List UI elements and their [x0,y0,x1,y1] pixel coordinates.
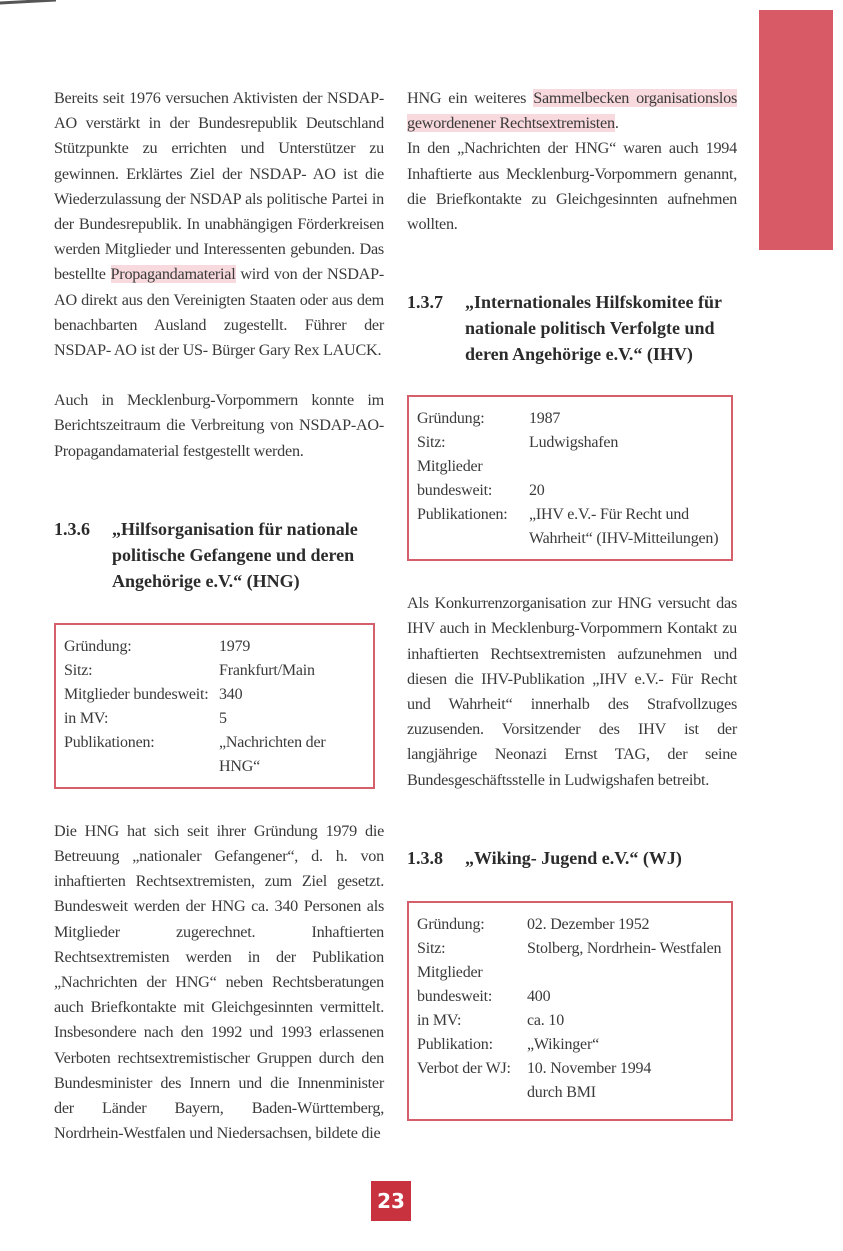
paragraph-hng-continued: HNG ein weiteres Sammelbecken organisationslos gewordenener Rechtsextremisten. In den „Nachrichten der HNG“ waren auch 1994 Inhaftierte aus Mecklenburg-Vorpommern genannt, die Briefkontakte zu Gleichgesinnten aufnehmen wollten. [407,89,738,234]
info-box-hng [54,623,375,789]
section-title: „Wiking- Jugend e.V.“ (WJ) [465,847,682,868]
section-number: 1.3.6 [54,518,90,539]
section-heading-1-3-7 [407,289,737,367]
info-row: Mitglieder [417,458,483,476]
info-row: Publikationen: „Nachrichten der HNG“ [64,733,326,775]
page-number: 23 [371,1181,411,1221]
section-heading-1-3-8 [407,845,737,871]
info-row: Sitz: Stolberg, Nordrhein- Westfalen [417,939,722,957]
paragraph-nsdap-ao-mv: Auch in Mecklenburg-Vorpommern konnte im Berichtszeitraum die Verbreitung von NSDAP-AO-Propagandamaterial festgestellt werden. [54,391,384,460]
info-box-ihv [407,395,733,561]
info-row: Gründung: 1979 [64,637,251,655]
info-row: Sitz: Ludwigshafen [417,434,619,452]
info-row: in MV: ca. 10 [417,1011,565,1029]
left-column [54,86,384,1146]
chapter-side-tab [759,10,833,250]
info-row: Mitglieder bundesweit: 340 [64,685,243,703]
section-number: 1.3.7 [407,292,443,313]
section-number: 1.3.8 [407,847,443,868]
paragraph-hng: Die HNG hat sich seit ihrer Gründung 1979 die Betreuung „nationaler Gefangener“, d. h. von inhaftierten Rechtsextremisten, zum Ziel gesetzt. Bundesweit werden der HNG ca. 340 Personen als Mitglieder zugerechnet. Inhaftierten Rechtsextremisten werden in der Publikation „Nachrichten der HNG“ neben Rechtsberatungen auch Briefkontakte mit Gleichgesinnten vermittelt. Insbesondere nach den 1992 und 1993 erlassenen Verboten rechtsextremistischer Gruppen durch den Bundesminister des Innern und die Innenminister der Länder Bayern, Baden-Württemberg, Nordrhein-Westfalen und Niedersachsen, bildete die [54,821,384,1143]
section-heading-1-3-6 [54,516,384,594]
info-row: Sitz: Frankfurt/Main [64,661,315,679]
paragraph-ihv: Als Konkurrenzorganisation zur HNG versucht das IHV auch in Mecklenburg-Vorpommern Kontakt zu inhaftierten Rechtsextremisten aufzunehmen und diesen die IHV-Publikation „IHV e.V.- Für Recht und Wahrheit“ innerhalb des Strafvollzuges zuzusenden. Vorsitzender des IHV ist der langjährige Neonazi Ernst TAG, der seine Bundesgeschäftsstelle in Ludwigshafen betreibt. [407,594,737,789]
info-row: Publikation: „Wikinger“ [417,1035,599,1053]
info-row: in MV: 5 [64,709,227,727]
info-row: bundesweit: 400 [417,987,551,1005]
section-title: „Hilfsorganisation für nationale politische Gefangene und deren Angehörige e.V.“ (HNG) [112,518,358,591]
right-column [407,86,737,1121]
paragraph-nsdap-ao: Bereits seit 1976 versuchen Aktivisten der NSDAP-AO verstärkt in der Bundesrepublik Deutschland Stützpunkte zu errichten und Unterstützer zu gewinnen. Erklärtes Ziel der NSDAP- AO ist die Wiederzulassung der NSDAP als politische Partei in der Bundesrepublik. In unabhängigen Förderkreisen werden Mitglieder und Interessenten gebunden. Das bestellte Propagandamaterial wird von der NSDAP- AO direkt aus den Vereinigten Staaten oder aus dem benachbarten Ausland zugestellt. Führer der NSDAP- AO ist der US- Bürger Gary Rex LAUCK. [54,89,385,360]
section-title: „Internationales Hilfskomitee für nationale politisch Verfolgte und deren Angehörige e.V.“ (IHV) [465,292,722,365]
corner-crop-mark [0,0,56,9]
info-row: bundesweit: 20 [417,482,545,500]
info-row: Gründung: 02. Dezember 1952 [417,915,650,933]
info-row: Publikationen: „IHV e.V.- Für Recht und Wahrheit“ (IHV-Mitteilungen) [417,506,719,548]
info-box-wj [407,901,733,1121]
info-row: Verbot der WJ: 10. November 1994 durch BMI [417,1059,652,1101]
info-row: Gründung: 1987 [417,410,561,428]
info-row: Mitglieder [417,963,483,981]
